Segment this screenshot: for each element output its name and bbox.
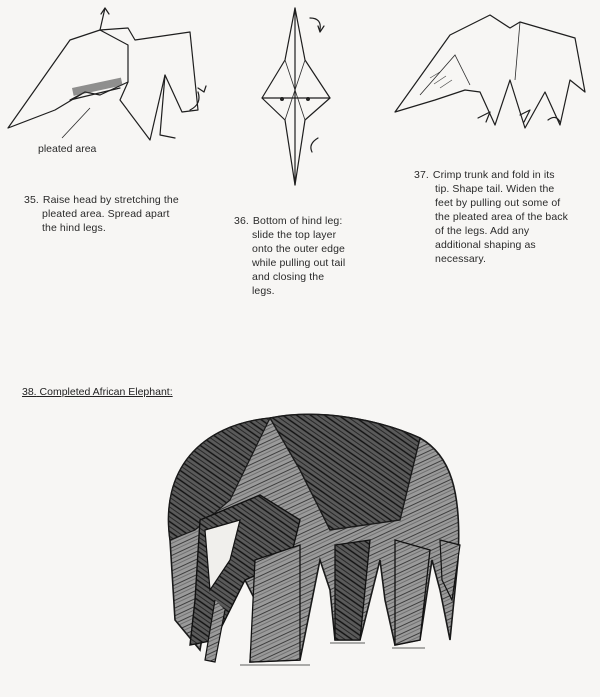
step-36-line-3: onto the outer edge <box>252 243 345 255</box>
final-title-text: Completed African Elephant: <box>39 386 173 398</box>
step-35-line-3: the hind legs. <box>42 222 106 234</box>
step-36-line-1: Bottom of hind leg: <box>252 215 343 227</box>
final-number: 38. <box>22 386 37 398</box>
step-36-line-2: slide the top layer <box>252 229 337 241</box>
step-35-line-1: Raise head by stretching the <box>42 194 179 206</box>
step-37-line-3: feet by pulling out some of <box>435 197 561 209</box>
step-37-number: 37. <box>414 169 429 181</box>
step-37-line-1: Crimp trunk and fold in its <box>432 169 555 181</box>
step-36-line-6: legs. <box>252 285 275 297</box>
step-37-line-2: tip. Shape tail. Widen the <box>435 183 555 195</box>
pleated-area-label: pleated area <box>38 143 97 155</box>
step-36-number: 36. <box>234 215 249 227</box>
step-37-line-5: of the legs. Add any <box>435 225 530 237</box>
step-36-line-4: while pulling out tail <box>252 257 346 269</box>
step-36-line-5: and closing the <box>252 271 325 283</box>
step-35-number: 35. <box>24 194 39 206</box>
step-37-line-4: the pleated area of the back <box>435 211 568 223</box>
elephant-legs <box>250 540 460 662</box>
step-37-line-7: necessary. <box>435 253 486 265</box>
step-35-line-2: pleated area. Spread apart <box>42 208 170 220</box>
step-37-line-6: additional shaping as <box>435 239 536 251</box>
